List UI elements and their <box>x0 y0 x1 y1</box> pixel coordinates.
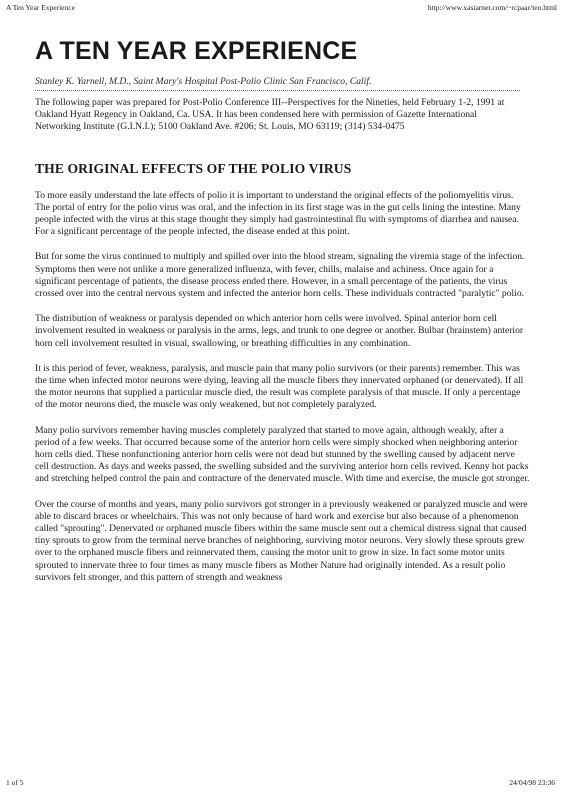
body-paragraph: Over the course of months and years, many polio survivors got stronger in a previously weakened or paralyzed muscle and were able to discard braces or wheelchairs. This was not only because of hard work and exercise but also because of a phenomenon called "sprouting". Denervated or orphaned muscle fibers within the same muscle sent out a chemical distress signal that caused tiny sprouts to grow from the terminal nerve branches of neighboring, surviving motor neurons. Very slowly these sprouts grew over to the orphaned muscle fibers and reinnervated them, causing the motor unit to grow in size. In fact some motor units sprouted to innervate three to four times as many muscle fibers as Mother Nature had originally intended. As a result polio survivors felt stronger, and this pattern of strength and weakness <box>35 498 528 583</box>
print-header <box>6 3 557 13</box>
body-paragraph: To more easily understand the late effects of polio it is important to understand the original effects of the poliomyelitis virus. The portal of entry for the polio virus was oral, and the infection in its first stage was in the gut cells lining the intestine. Many people infected with the virus at this stage thought they simply had gastrointestinal flu with symptoms of diarrhea and nausea. For a significant percentage of the people infected, the disease ended at this point. <box>35 189 521 238</box>
author-byline: Stanley K. Yarnell, M.D., Saint Mary's Hospital Post-Polio Clinic San Francisco, Calif. <box>35 76 372 87</box>
body-paragraph: But for some the virus continued to multiply and spilled over into the blood stream, signaling the viremia stage of the infection. Symptoms then were not unlike a more generalized influenza, with fever, chills, malaise and achiness. Once again for a significant percentage of patients, the disease process ended there. However, in a small percentage of the patients, the virus crossed over into the central nervous system and infected the anterior horn cells. These individuals contracted "paralytic" polio. <box>35 251 525 300</box>
print-footer <box>6 778 555 788</box>
section-heading: THE ORIGINAL EFFECTS OF THE POLIO VIRUS <box>35 160 352 176</box>
document-title: A TEN YEAR EXPERIENCE <box>35 37 358 65</box>
print-timestamp: 24/04/98 23:36 <box>509 778 555 787</box>
print-header-url: http://www.xasiarnet.com/~rcpaar/ten.html <box>427 3 557 12</box>
body-paragraph: Many polio survivors remember having muscles completely paralyzed that started to move again, although weakly, after a period of a few weeks. That occurred because some of the anterior horn cells were simply shocked when neighboring anterior horn cells died. These nonfunctioning anterior horn cells were not dead but stunned by the swelling caused by adjacent nerve cell destruction. As days and weeks passed, the swelling subsided and the surviving anterior horn cells revived. Kenny hot packs and stretching helped control the pain and contracture of the denervated muscle. With time and exercise, the muscle got stronger. <box>35 424 530 485</box>
body-paragraph: The distribution of weakness or paralysis depended on which anterior horn cells were involved. Spinal anterior horn cell involvement resulted in weakness or paralysis in the arms, legs, and trunk to one degree or another. Bulbar (brainstem) anterior horn cell involvement resulted in visual, swallowing, or breathing difficulties in any combination. <box>35 313 524 349</box>
print-header-title: A Ten Year Experience <box>6 3 75 12</box>
body-text <box>35 190 540 584</box>
document-page <box>35 36 540 584</box>
page-number: 1 of 5 <box>6 778 24 787</box>
body-paragraph: It is this period of fever, weakness, paralysis, and muscle pain that many polio survivors (or their parents) remember. This was the time when infected motor neurons were dying, leaving all the muscle fibers they innervated orphaned (or denervated). If all the motor neurons that supplied a particular muscle died, the result was complete paralysis of that muscle. If only a percentage of the motor neurons died, the muscle was only weakened, but not completely paralyzed. <box>35 362 524 411</box>
intro-paragraph: The following paper was prepared for Post-Polio Conference III--Perspectives for the Nineties, held February 1-2, 1991 at Oakland Hyatt Regency in Oakland, Ca. USA. It has been condensed here with permission of Gazette International Networking Institute (G.I.N.I.); 5100 Oakland Ave. #206; St. Louis, MO 63119; (314) 534-0475 <box>35 97 505 133</box>
divider <box>35 90 520 91</box>
